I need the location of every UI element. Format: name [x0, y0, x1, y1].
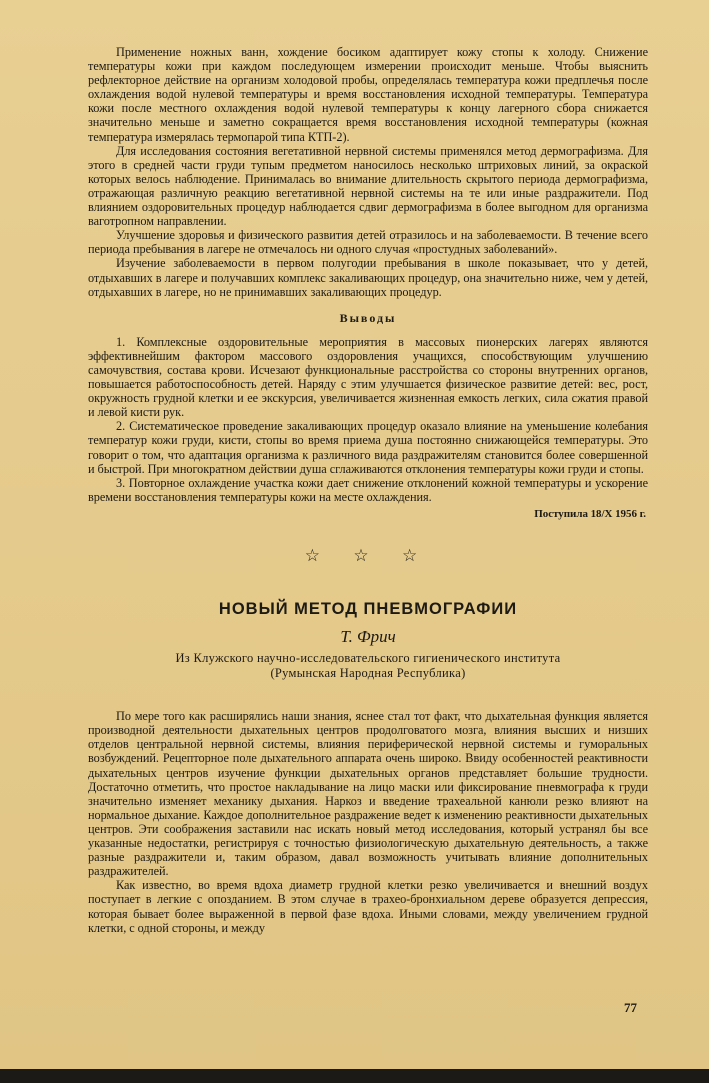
conclusions-heading: Выводы [339, 310, 397, 325]
paragraph: Изучение заболеваемости в первом полугодии пребывания в школе показывает, что у детей, отдыхавших в лагере и получавших комплекс закаливающих процедур, она значительно ниже, чем у детей, отдыхавших в лагере, но не принимавших закаливающих процедур. [88, 256, 648, 299]
conclusion-item: 1. Комплексные оздоровительные мероприятия в массовых пионерских лагерях являются эффективнейшим фактором массового оздоровления учащихся, способствующим улучшению самочувствия, состава крови. Исчезают функциональные расстройства со стороны внутренних органов, повышается работоспособность детей. Наряду с этим улучшается физическое развитие детей: вес, рост, окружность грудной клетки и ее экскурсия, увеличивается жизненная емкость легких, сила сжатия правой и левой кисти рук. [88, 334, 648, 420]
paragraph: Улучшение здоровья и физического развития детей отразилось и на заболеваемости. В течение всего периода пребывания в лагере не отмечалось ни одного случая «простудных заболеваний». [88, 228, 648, 257]
separator-stars: ☆ ☆ ☆ [304, 546, 432, 566]
conclusion-item: 3. Повторное охлаждение участка кожи дает снижение отклонений кожной температуры и ускорение времени восстановления температуры кожи на месте охлаждения. [88, 475, 648, 504]
paragraph: По мере того как расширялись наши знания, яснее стал тот факт, что дыхательная функция является производной деятельности дыхательных центров продолговатого мозга, влияния высших и низших отделов центральной нервной системы, влияния периферической нервной системы и гуморальных возбуждений. Рецепторное поле дыхательного аппарата очень широко. Ввиду особенностей реактивности дыхательных центров изучение функции дыхательных органов представляет большие трудности. Достаточно отметить, что простое накладывание на лицо маски или фиксирование пневмографа к груди значительно изменяет механику дыхания. Наркоз и введение трахеальной канюли резко влияют на нормальное дыхание. Каждое дополнительное раздражение ведет к изменению реактивности дыхательных центров. Эти соображения заставили нас искать новый метод исследования, который устранял бы все указанные недостатки, регистрируя с точностью физиологическую дыхательную деятельность, а также разные раздражители и, таким образом, давал возможность учитывать влияние дополнительных раздражителей. [88, 709, 648, 879]
received-date: Поступила 18/X 1956 г. [534, 507, 646, 520]
conclusion-item: 2. Систематическое проведение закаливающих процедур оказало влияние на уменьшение колебания температур кожи груди, кисти, стопы во время приема душа постоянно снижающейся температуры. Это говорит о том, что адаптация организма к различного вида раздражителям становится более совершенной и быстрой. При многократном действии душа сглаживаются отклонения температуры кожи груди и стопы. [88, 419, 648, 476]
paragraph: Для исследования состояния вегетативной нервной системы применялся метод дермографизма. Для этого в средней части груди тупым предметом наносилось несколько штриховых линий, за окраской которых велось наблюдение. Принималась во внимание длительность скрытого периода дермографизма, отражающая различную реакцию вегетативной нервной системы на те или иные раздражители. Под влиянием оздоровительных процедур наблюдается сдвиг дермографизма в более выгодном для организма ваготропном направлении. [88, 143, 648, 229]
article-body [88, 709, 648, 935]
page-number: 77 [624, 1000, 637, 1015]
affiliation-country: (Румынская Народная Республика) [270, 666, 466, 681]
paragraph: Как известно, во время вдоха диаметр грудной клетки резко увеличивается и внешний воздух поступает в легкие с опозданием. В этом случае в трахео-бронхиальном дереве образуется депрессия, которая бывает более выраженной в первой фазе вдоха. Иными словами, между увеличением грудной клетки, с одной стороны, и между [88, 878, 648, 935]
affiliation-institute: Из Клужского научно-исследовательского гигиенического института [175, 651, 561, 666]
article-affiliation [88, 651, 648, 681]
article-author: Т. Фрич [340, 627, 396, 647]
article-title: НОВЫЙ МЕТОД ПНЕВМОГРАФИИ [218, 600, 518, 618]
paragraph: Применение ножных ванн, хождение босиком адаптирует кожу стопы к холоду. Снижение температуры кожи при каждом последующем измерении происходит меньше. Чтобы выяснить рефлекторное действие на организм холодовой пробы, определялась температура кожи предплечья после охлаждения водой нулевой температуры и время восстановления исходной температуры. Температура кожи после местного охлаждения водой нулевой температуры к концу лагерного сбора снижается значительно меньше и заметно сокращается время восстановления исходной температуры (кожная температура измерялась термопарой типа КТП-2). [88, 45, 648, 144]
page-content [88, 45, 648, 935]
